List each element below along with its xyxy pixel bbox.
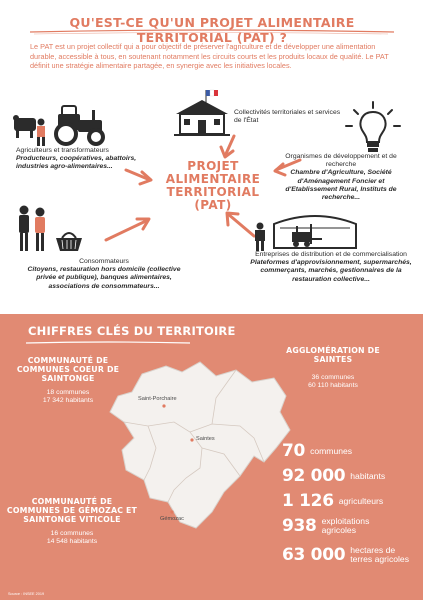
communaute-communes: 36 communes [311, 374, 355, 381]
key-figure-value: 938 [282, 516, 317, 536]
key-figure-label [310, 447, 352, 456]
key-figure-label-line: habitants [350, 470, 386, 481]
worker-icon [252, 222, 268, 252]
pat-center-line: (PAT) [194, 198, 232, 212]
communaute-block [6, 497, 138, 547]
communaute-name: AGGLOMÉRATION DE SAINTES [286, 346, 380, 364]
warehouse-icon [270, 210, 360, 250]
town-hall-icon [174, 88, 230, 138]
pat-center-line: TERRITORIAL [166, 185, 260, 199]
communaute-habitants: 14 548 habitants [46, 538, 98, 546]
key-figure-value: 92 000 [282, 466, 346, 486]
page-title: QU'EST-CE QU'UN PROJET ALIMENTAIRE TERRITORIAL (PAT) ? [69, 15, 355, 45]
actor-agriculteurs [16, 147, 156, 172]
pat-center-line: PROJET [187, 159, 239, 173]
actor-collectivites [234, 109, 344, 125]
arrow-icon [228, 214, 254, 236]
actor-organismes [276, 153, 406, 202]
key-figure [282, 466, 385, 486]
key-figure-label-line: terres agricoles [350, 554, 410, 564]
lightbulb-icon [342, 100, 404, 156]
communaute-block [14, 356, 122, 406]
tractor-icon [12, 104, 112, 146]
communaute-block [268, 346, 398, 391]
section-title: CHIFFRES CLÉS DU TERRITOIRE [28, 324, 236, 338]
key-figure [282, 516, 369, 536]
actor-description: Chambre d'Agriculture, Société d'Aménagement Foncier et d'Etablissement Rural, Instituts de recherche... [285, 169, 397, 202]
key-figure-label-line: exploitations [321, 516, 370, 527]
key-figure-label [350, 546, 409, 564]
key-figure-label-line: agriculteurs [338, 495, 384, 506]
actor-entreprises [246, 251, 416, 284]
key-figure-label-line: communes [310, 445, 353, 456]
key-figure-label [322, 517, 370, 535]
actor-description: Producteurs, coopératives, abattoirs, industries agro-alimentaires... [16, 155, 137, 171]
actor-consommateurs [24, 258, 184, 291]
arrow-icon [106, 220, 148, 240]
intro-paragraph: Le PAT est un projet collectif qui a pour objectif de préserver l'agriculture et de développer une alimentation durable, accessible à tous, en soutenant notamment les circuits courts et les produits locaux de qualité. Le PAT définit une stratégie alimentaire partagée, en synergie avec les initiatives locales. [30, 42, 389, 71]
map-town-label: Gémozac [160, 516, 184, 522]
communaute-name: COMMUNAUTÉ DE COMMUNES COEUR DE SAINTONGE [16, 356, 120, 383]
farmer-icon [34, 118, 48, 146]
communaute-habitants: 60 110 habitants [308, 382, 358, 390]
key-figure [282, 441, 352, 461]
key-figure-label-line: agricoles [321, 525, 356, 535]
actor-title: Organismes de développement et de recherche [285, 153, 397, 169]
key-figure-value: 1 126 [282, 491, 334, 511]
source-credit: Source : INSEE 2019 [8, 592, 45, 596]
actor-title: Consommateurs [79, 258, 129, 265]
key-figure-label [339, 497, 383, 506]
key-figure-label-line: hectares de [350, 545, 396, 556]
key-figure-value: 63 000 [282, 545, 346, 565]
actor-description: Citoyens, restauration hors domicile (collective privée et publique), banques alimentaires, associations de consommateurs... [27, 266, 181, 290]
communaute-stats [6, 530, 138, 547]
actor-title: Agriculteurs et transformateurs [16, 147, 109, 154]
key-figure-value: 70 [282, 441, 306, 461]
communaute-stats [268, 374, 398, 391]
communaute-communes: 16 communes [50, 530, 94, 537]
communaute-habitants: 17 342 habitants [42, 397, 94, 405]
communaute-name: COMMUNAUTÉ DE COMMUNES DE GÉMOZAC ET SAINTONGE VITICOLE [6, 497, 138, 524]
communaute-stats [14, 389, 122, 406]
map-town-label: Saintes [196, 436, 215, 442]
actor-title: Entreprises de distribution et de commercialisation [255, 251, 407, 258]
actor-title: Collectivités territoriales et services de l'État [234, 109, 341, 125]
actor-description: Plateformes d'approvisionnement, supermarchés, commerçants, marchés, gestionnaires de la restauration collective... [250, 259, 412, 283]
section-underline-icon [24, 340, 192, 346]
basket-icon [54, 228, 84, 252]
map-town-label: Saint-Porchaire [138, 396, 177, 402]
key-figure-label [350, 472, 385, 481]
pat-center-line: ALIMENTAIRE [165, 172, 261, 186]
key-figure [282, 545, 409, 565]
key-figure [282, 491, 383, 511]
communaute-communes: 18 communes [46, 389, 90, 396]
